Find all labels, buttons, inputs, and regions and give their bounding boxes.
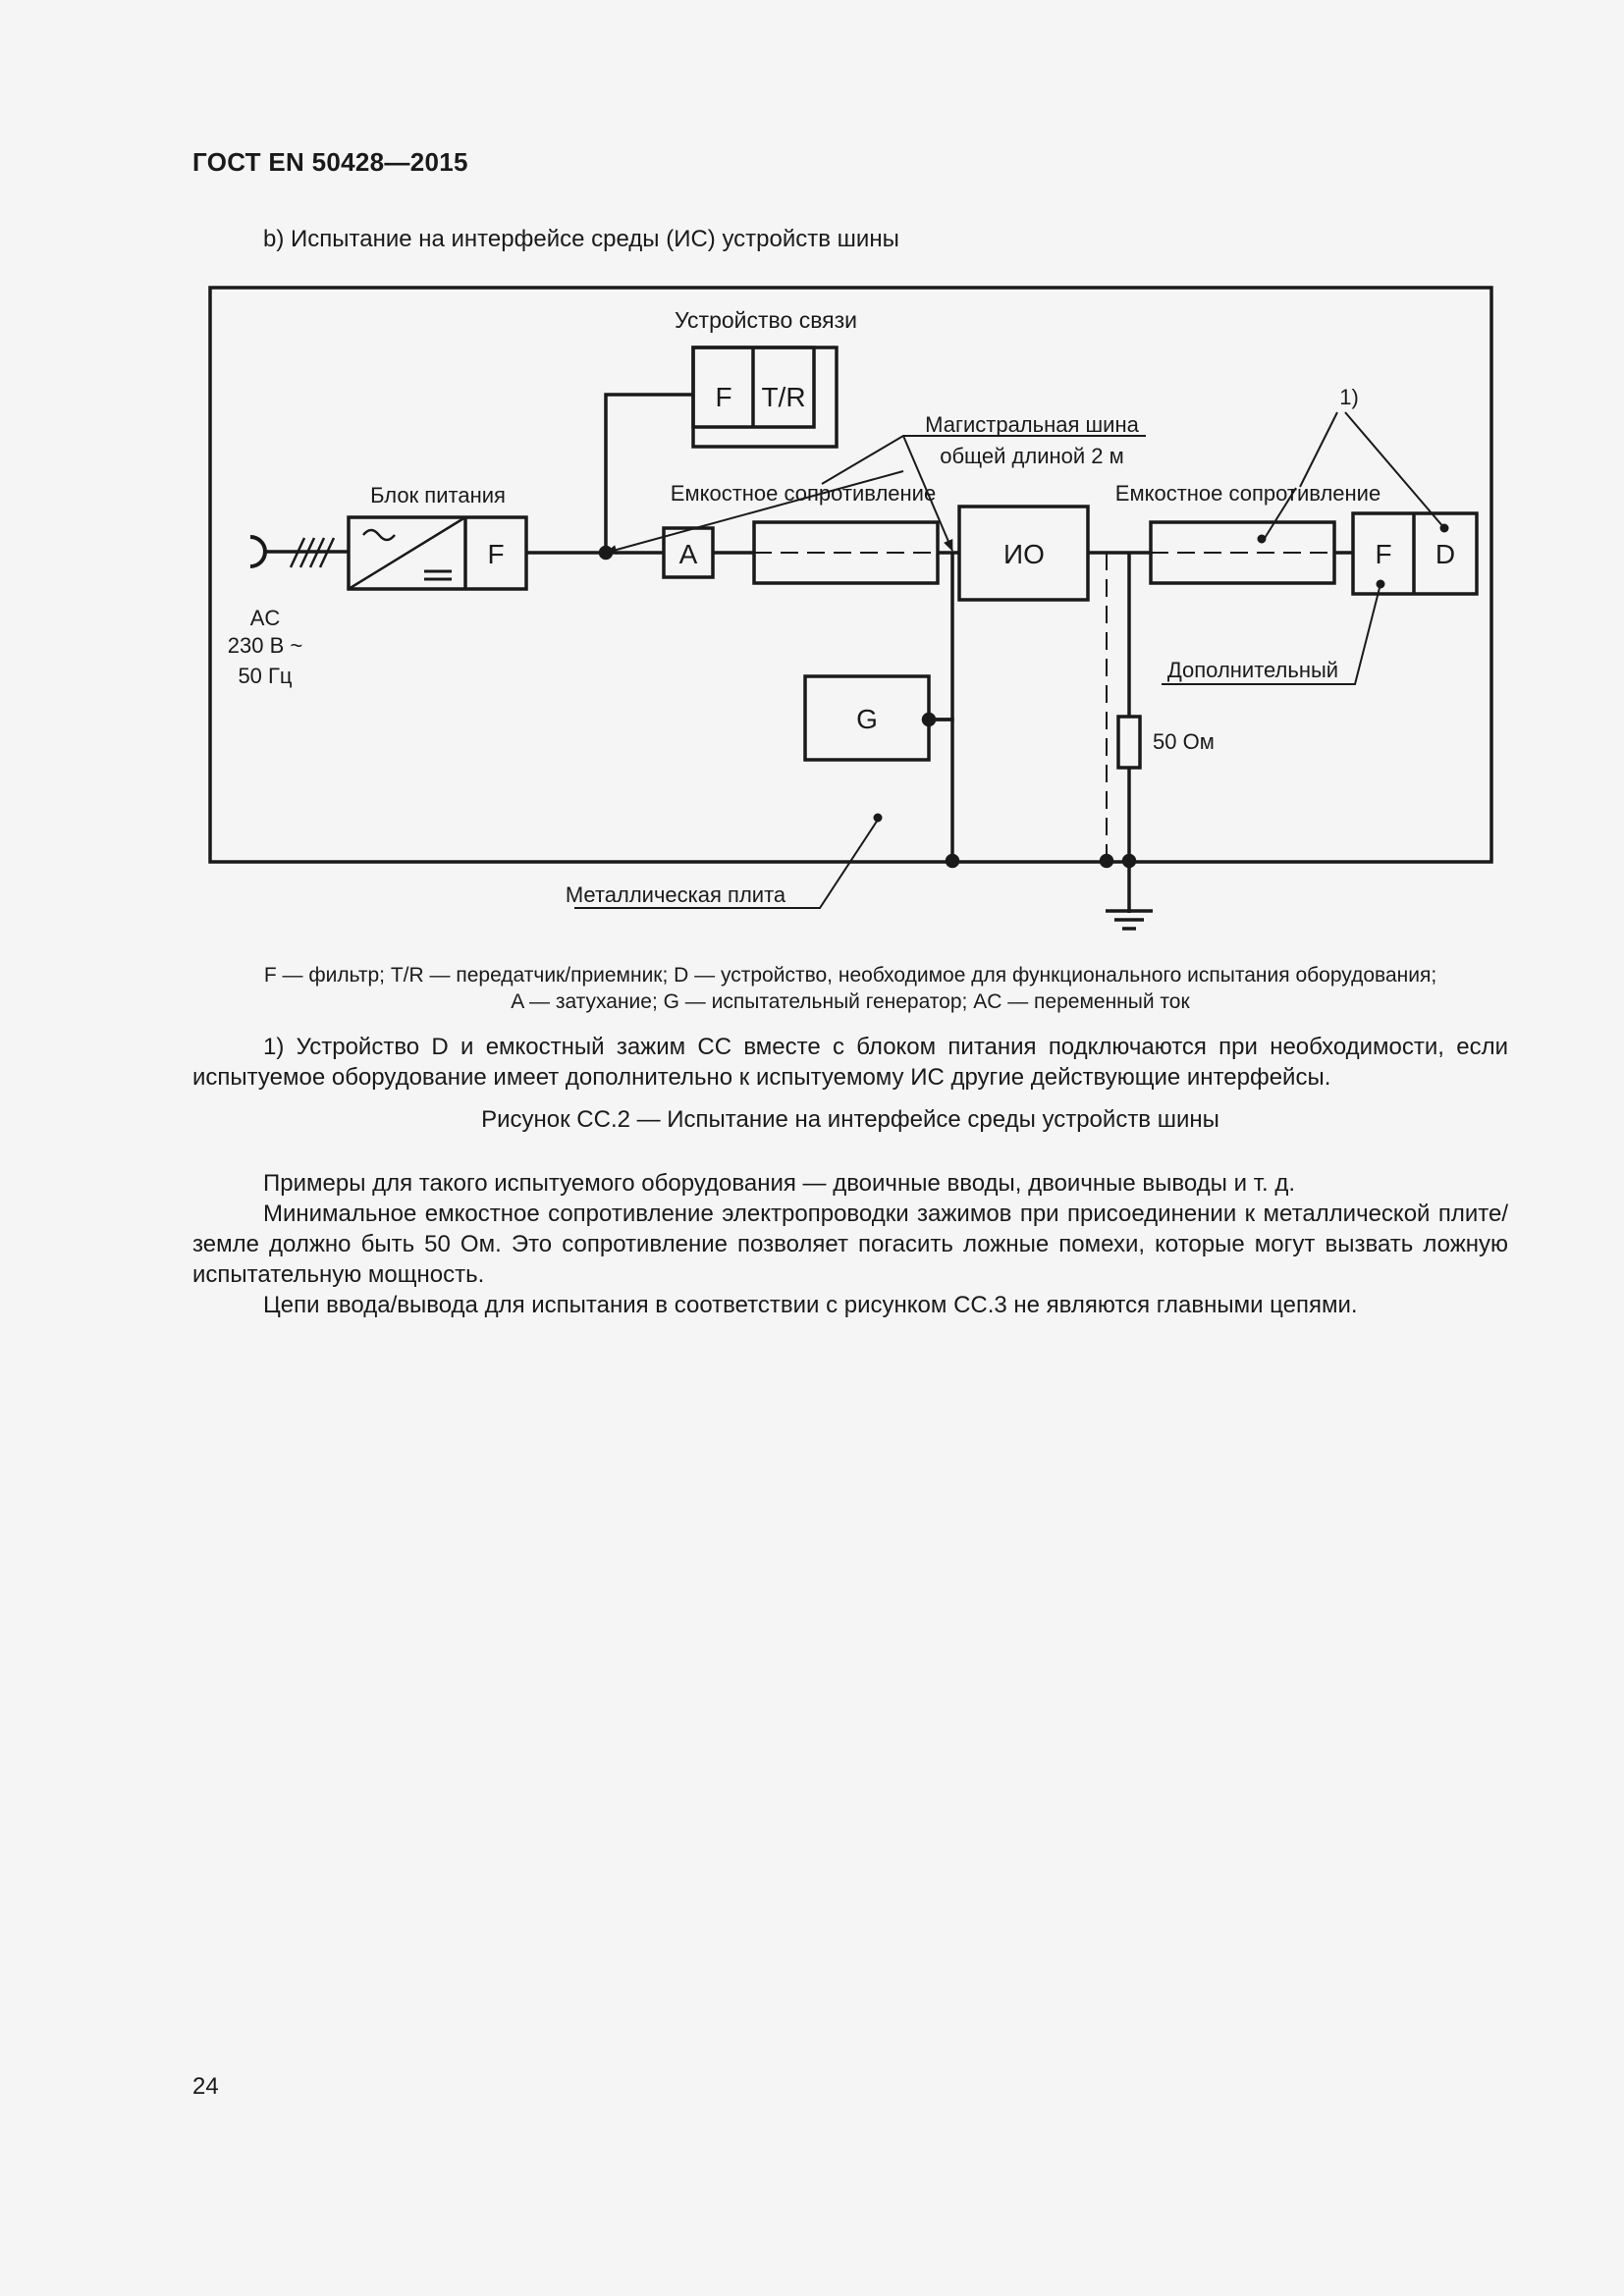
label-ac-line2: 230 В ~ — [227, 633, 303, 658]
label-footnote-mark: 1) — [1339, 385, 1359, 409]
label-bus-line2: общей длиной 2 м — [940, 444, 1124, 468]
body-paragraph-2 — [192, 1199, 1508, 1290]
figure-legend — [192, 962, 1508, 1015]
body-paragraph-1 — [192, 1168, 1508, 1199]
label-power-unit: Блок питания — [370, 483, 506, 507]
footnote-paragraph — [192, 1032, 1508, 1093]
circuit-diagram — [0, 0, 1624, 962]
label-additional: Дополнительный — [1166, 658, 1339, 682]
body-text-2: Минимальное емкостное сопротивление электропроводки зажимов при присоединении к металлической плите/земле должно быть 50 Ом. Это сопротивление позволяет погасить ложные помехи, которые могут вызвать ложную испытательную мощность. — [192, 1201, 1508, 1288]
label-capacitive-left: Емкостное сопротивление — [670, 481, 937, 506]
ac-plug-symbol — [250, 537, 265, 566]
resistor-50-ohm — [1118, 717, 1140, 768]
label-eut: ИО — [1003, 539, 1045, 569]
body-text-1: Примеры для такого испытуемого оборудования — двоичные вводы, двоичные выводы и т. д. — [263, 1170, 1295, 1197]
legend-line-1: F — фильтр; T/R — передатчик/приемник; D — устройство, необходимое для функционального испытания оборудования; — [263, 964, 1437, 987]
label-right-f: F — [1375, 539, 1392, 569]
label-ac-line1: AC — [249, 606, 281, 630]
label-comm-tr: T/R — [761, 382, 806, 412]
figure-subtitle: b) Испытание на интерфейсе среды (ИС) устройств шины — [263, 226, 899, 252]
label-bus-line1: Магистральная шина — [925, 412, 1139, 437]
ground-icon — [1106, 911, 1153, 929]
ac-tilde-icon — [363, 530, 395, 540]
body-paragraph-3 — [192, 1290, 1508, 1320]
page-number: 24 — [192, 2073, 219, 2100]
body-text-3: Цепи ввода/вывода для испытания в соответствии с рисунком CC.3 не являются главными цепями. — [263, 1292, 1358, 1318]
figure-caption: Рисунок CC.2 — Испытание на интерфейсе среды устройств шины — [481, 1106, 1219, 1133]
footnote-text: 1) Устройство D и емкостный зажим СС вместе с блоком питания подключаются при необходимости, если испытуемое оборудование имеет дополнительно к испытуемому ИС другие действующие интерфейсы. — [192, 1034, 1508, 1091]
label-metal-plate: Металлическая плита — [565, 882, 786, 907]
label-capacitive-right: Емкостное сопротивление — [1114, 481, 1381, 506]
diagram-frame — [210, 288, 1491, 862]
legend-line-2: A — затухание; G — испытательный генератор; AC — переменный ток — [511, 990, 1190, 1013]
label-right-d: D — [1435, 539, 1456, 569]
label-generator: G — [856, 704, 878, 734]
label-attenuator: A — [678, 539, 698, 569]
label-resistor: 50 Ом — [1153, 729, 1215, 754]
label-ac-line3: 50 Гц — [238, 664, 293, 688]
label-comm-device: Устройство связи — [674, 307, 858, 333]
document-header: ГОСТ EN 50428—2015 — [192, 147, 468, 177]
label-comm-f: F — [715, 382, 732, 412]
label-psu-f: F — [487, 539, 505, 569]
